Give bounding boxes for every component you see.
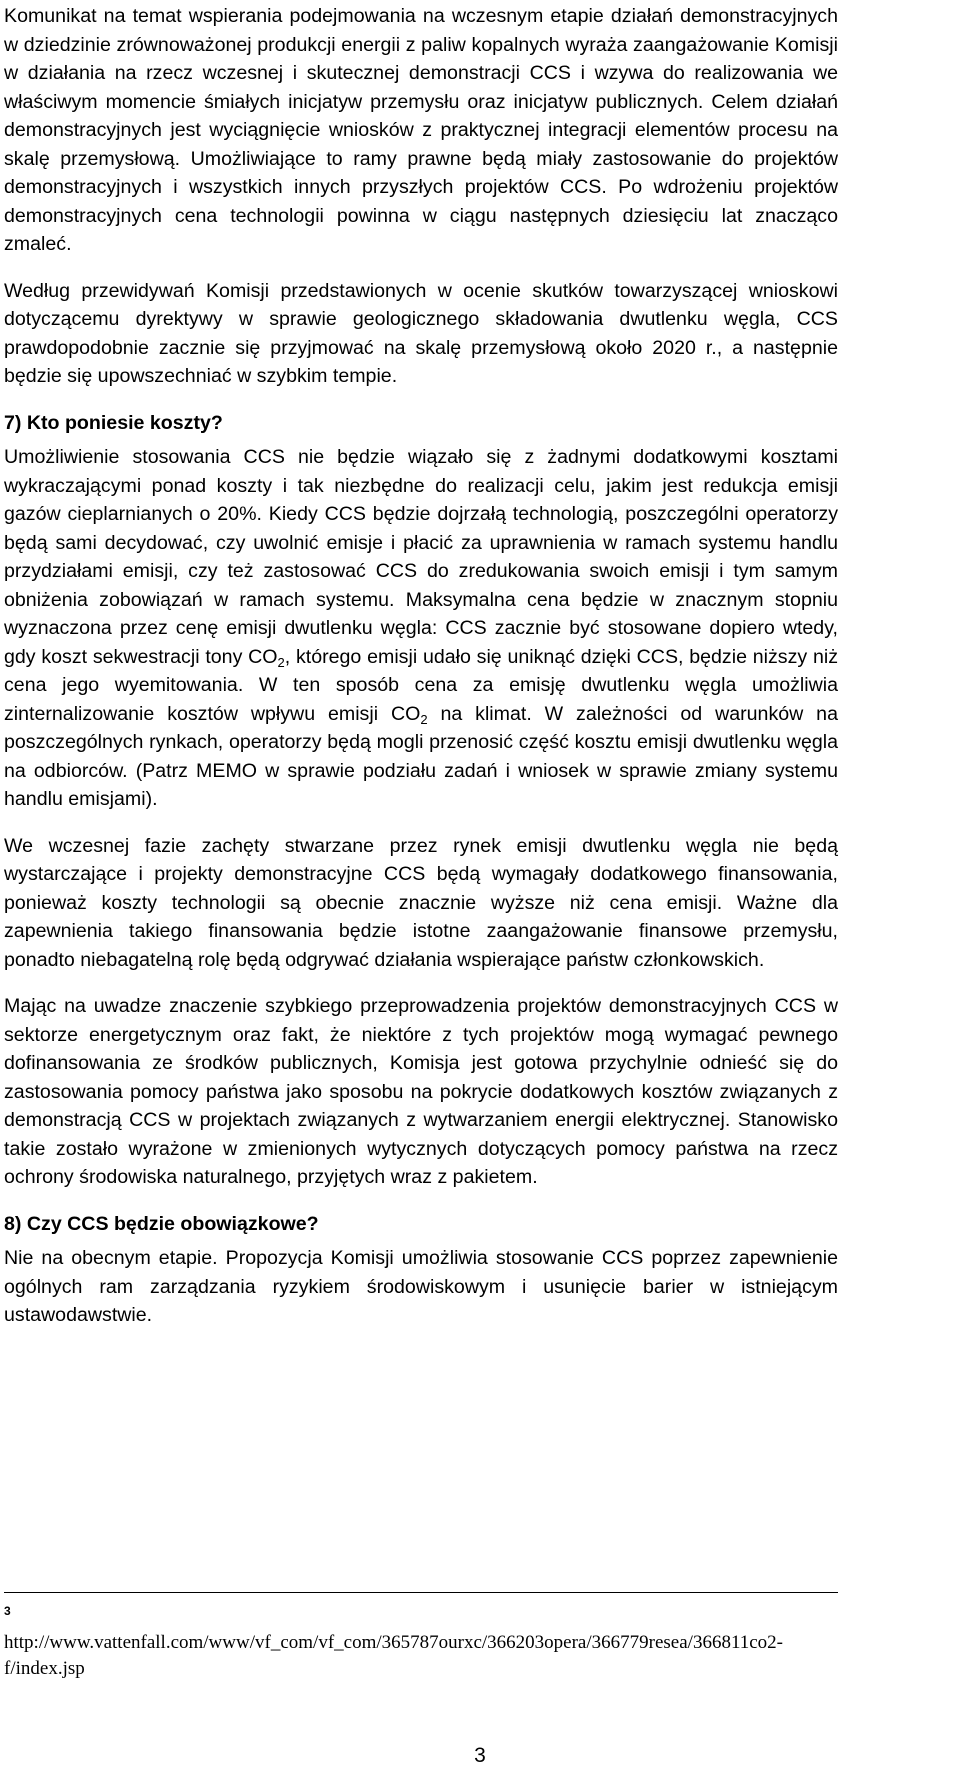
paragraph-state-aid: Mając na uwadze znaczenie szybkiego przeprowadzenia projektów demonstracyjnych CCS w sektorze energetycznym oraz fakt, że niektóre z tych projektów mogą wymagać pewnego dofinansowania ze środków publicznych, Komisja jest gotowa przychylnie odnieść się do zastosowania pomocy państwa jako sposobu na pokrycie dodatkowych kosztów związanych z demonstracją CCS w projektach związanych z wytwarzaniem energii elektrycznej. Stanowisko takie zostało wyrażone w zmienionych wytycznych dotyczących pomocy państwa na rzecz ochrony środowiska naturalnego, przyjętych wraz z pakietem. (4, 995, 838, 1188)
paragraph-early-phase: We wczesnej fazie zachęty stwarzane przez rynek emisji dwutlenku węgla nie będą wystarczające i projekty demonstracyjne CCS będą wymagały dodatkowego finansowania, ponieważ koszty technologii są obecnie znacznie wyższe niż cena emisji. Ważne dla zapewnienia takiego finansowania będzie istotne zaangażowanie finansowe przemysłu, ponadto niebagatelną rolę będą odgrywać działania wspierające państw członkowskich. (4, 834, 838, 971)
heading-who-pays: 7) Kto poniesie koszty? (4, 411, 223, 434)
footnote-separator (4, 1592, 838, 1593)
paragraph-communication: Komunikat na temat wspierania podejmowania na wczesnym etapie działań demonstracyjnych w dziedzinie zrównoważonej produkcji energii z paliw kopalnych wyraża zaangażowanie Komisji w działania na rzecz wczesnej i skutecznej demonstracji CCS i wzywa do realizowania we właściwym momencie śmiałych inicjatyw przemysłu oraz inicjatyw publicznych. Celem działań demonstracyjnych jest wyciągnięcie wniosków z praktycznej integracji elementów procesu na skalę przemysłową. Umożliwiające to ramy prawne będą miały zastosowanie do projektów demonstracyjnych i wszystkich innych przyszłych projektów CCS. Po wdrożeniu projektów demonstracyjnych cena technologii powinna w ciągu następnych dziesięciu lat znacząco zmaleć. (4, 5, 838, 255)
paragraph-costs-part3: na klimat. W zależności od warunków na poszczególnych rynkach, operatorzy będą mogli przenosić część kosztu emisji dwutlenku węgla na odbiorców. (Patrz MEMO w sprawie podziału zadań i wniosek w sprawie zmiany systemu handlu emisjami). (4, 702, 838, 810)
paragraph-commission-forecast: Według przewidywań Komisji przedstawionych w ocenie skutków towarzyszącej wnioskowi dotyczącemu dyrektywy w sprawie geologicznego składowania dwutlenku węgla, CCS prawdopodobnie zacznie się przyjmować na skalę przemysłową około 2020 r., a następnie będzie się upowszechniać w szybkim tempie. (4, 279, 838, 387)
subscript-2: 2 (277, 654, 285, 670)
paragraph-not-mandatory: Nie na obecnym etapie. Propozycja Komisji umożliwia stosowanie CCS poprzez zapewnienie ogólnych ram zarządzania ryzykiem środowiskowym i usunięcie barier w istniejącym ustawodawstwie. (4, 1247, 838, 1326)
paragraph-costs-part1: Umożliwienie stosowania CCS nie będzie wiązało się z żadnymi dodatkowymi kosztami wykraczającymi ponad koszty i tak niezbędne do realizacji celu, jakim jest redukcja emisji gazów cieplarnianych o 20%. Kiedy CCS będzie dojrzałą technologią, poszczególni operatorzy będą sami decydować, czy uwolnić emisje i płacić za uprawnienia w ramach systemu handlu przydziałami emisji, czy też zastosować CCS do zredukowania swoich emisji i tym samym obniżenia zobowiązań w ramach systemu. Maksymalna cena będzie w znacznym stopniu wyznaczona przez cenę emisji dwutlenku węgla: CCS zacznie być stosowane dopiero wtedy, gdy koszt sekwestracji tony CO (4, 446, 838, 668)
paragraph-costs-part2: , którego emisji udało się uniknąć dzięki CCS, będzie niższy niż cena jego wyemitowania. W ten sposób cena za emisję dwutlenku węgla umożliwia zinternalizowanie kosztów wpływu emisji CO (4, 645, 838, 725)
footnote-url: http://www.vattenfall.com/www/vf_com/vf_com/365787ourxc/366203opera/366779resea/366811co2-f/index.jsp (4, 1632, 783, 1679)
subscript-2: 2 (420, 711, 428, 727)
paragraph-costs (4, 443, 838, 814)
footnote-mark: 3 (4, 1604, 11, 1618)
page-number: 3 (474, 1744, 486, 1767)
document-page (4, 0, 838, 1348)
heading-mandatory: 8) Czy CCS będzie obowiązkowe? (4, 1212, 319, 1235)
